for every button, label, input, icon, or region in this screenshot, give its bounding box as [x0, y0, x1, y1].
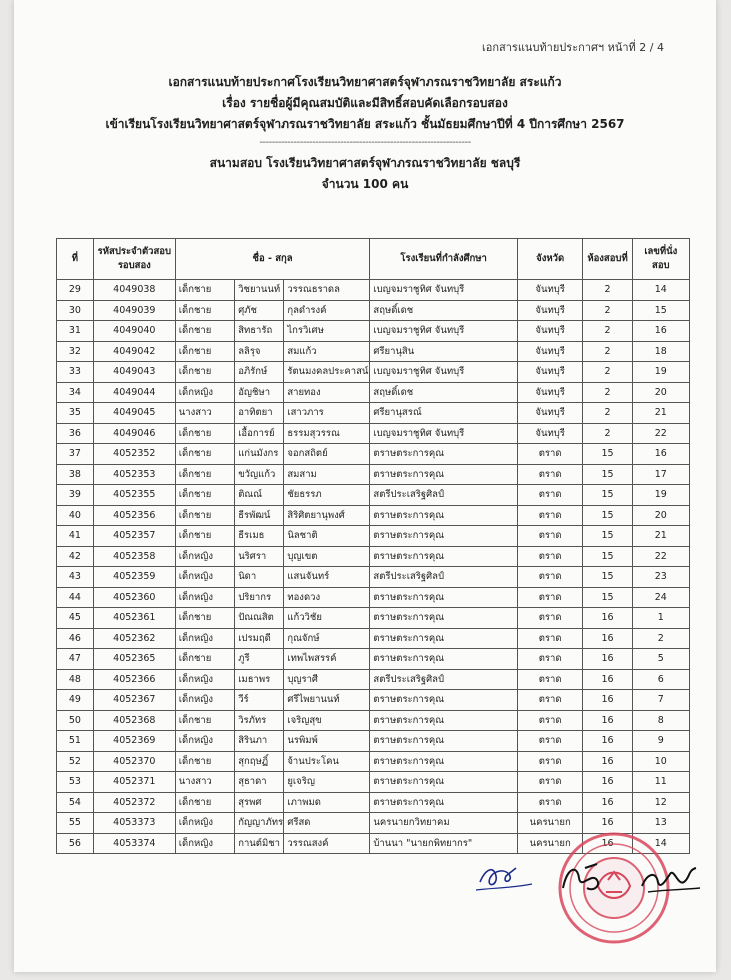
row-province: ตราด — [517, 751, 583, 772]
row-province: จันทบุรี — [517, 341, 583, 362]
table-row — [57, 280, 690, 301]
row-seat: 11 — [632, 772, 689, 793]
row-school: เบญจมราชูทิศ จันทบุรี — [370, 280, 517, 301]
row-seat: 21 — [632, 526, 689, 547]
row-school: ตราษตระการคุณ — [370, 546, 517, 567]
row-seat: 21 — [632, 403, 689, 424]
row-no: 31 — [57, 321, 94, 342]
row-title: เด็กชาย — [175, 710, 234, 731]
row-first-name: กัญญาภัทร — [235, 813, 284, 834]
row-last-name: ศรีไพยานนท์ — [284, 690, 370, 711]
row-first-name: กานต์มิชา — [235, 833, 284, 854]
row-school: ศรียานุสรณ์ — [370, 403, 517, 424]
table-header-row — [57, 239, 690, 280]
row-last-name: กุลดำรงค์ — [284, 300, 370, 321]
row-room: 2 — [583, 280, 632, 301]
row-first-name: ธีรเมธ — [235, 526, 284, 547]
row-first-name: อภิรักษ์ — [235, 362, 284, 383]
row-province: ตราด — [517, 690, 583, 711]
row-no: 46 — [57, 628, 94, 649]
row-province: ตราด — [517, 526, 583, 547]
row-code: 4052359 — [93, 567, 175, 588]
row-room: 2 — [583, 321, 632, 342]
row-school: ตราษตระการคุณ — [370, 792, 517, 813]
table-row — [57, 464, 690, 485]
row-province: จันทบุรี — [517, 300, 583, 321]
row-no: 48 — [57, 669, 94, 690]
row-seat: 5 — [632, 649, 689, 670]
row-school: ตราษตระการคุณ — [370, 731, 517, 752]
row-last-name: บุญราศี — [284, 669, 370, 690]
row-province: ตราด — [517, 505, 583, 526]
row-code: 4052360 — [93, 587, 175, 608]
row-last-name: แสนจันทร์ — [284, 567, 370, 588]
row-province: ตราด — [517, 731, 583, 752]
row-code: 4049043 — [93, 362, 175, 383]
header-divider: -------------------------------------------------------------------- — [259, 137, 471, 148]
row-title: เด็กชาย — [175, 485, 234, 506]
row-seat: 24 — [632, 587, 689, 608]
row-school: เบญจมราชูทิศ จันทบุรี — [370, 362, 517, 383]
header-subject: เรื่อง รายชื่อผู้มีคุณสมบัติและมีสิทธิ์สอบคัดเลือกรอบสอง — [222, 96, 508, 110]
row-no: 39 — [57, 485, 94, 506]
row-province: ตราด — [517, 464, 583, 485]
table-row — [57, 485, 690, 506]
row-no: 42 — [57, 546, 94, 567]
table-row — [57, 731, 690, 752]
row-first-name: สิรินภา — [235, 731, 284, 752]
row-title: เด็กหญิง — [175, 669, 234, 690]
row-last-name: แก้ววิชัย — [284, 608, 370, 629]
row-last-name: สายทอง — [284, 382, 370, 403]
row-seat: 20 — [632, 382, 689, 403]
row-room: 2 — [583, 423, 632, 444]
row-title: เด็กชาย — [175, 321, 234, 342]
table-row — [57, 444, 690, 465]
row-seat: 13 — [632, 813, 689, 834]
table-row — [57, 669, 690, 690]
row-province: นครนายก — [517, 813, 583, 834]
row-first-name: ปัณณสิต — [235, 608, 284, 629]
row-room: 15 — [583, 526, 632, 547]
table-row — [57, 690, 690, 711]
row-school: สตรีประเสริฐศิลป์ — [370, 567, 517, 588]
row-school: ตราษตระการคุณ — [370, 587, 517, 608]
row-code: 4052365 — [93, 649, 175, 670]
row-seat: 15 — [632, 300, 689, 321]
row-no: 40 — [57, 505, 94, 526]
row-no: 55 — [57, 813, 94, 834]
row-room: 16 — [583, 649, 632, 670]
header-name: ชื่อ - สกุล — [175, 239, 370, 280]
row-code: 4052353 — [93, 464, 175, 485]
row-province: จันทบุรี — [517, 382, 583, 403]
row-first-name: ขวัญแก้ว — [235, 464, 284, 485]
row-no: 29 — [57, 280, 94, 301]
row-province: ตราด — [517, 772, 583, 793]
row-title: เด็กชาย — [175, 444, 234, 465]
row-code: 4052367 — [93, 690, 175, 711]
row-title: เด็กชาย — [175, 362, 234, 383]
row-code: 4052357 — [93, 526, 175, 547]
row-no: 36 — [57, 423, 94, 444]
row-no: 33 — [57, 362, 94, 383]
row-last-name: นรพิมพ์ — [284, 731, 370, 752]
row-code: 4052368 — [93, 710, 175, 731]
row-first-name: ลลิรุจ — [235, 341, 284, 362]
row-first-name: อาทิตยา — [235, 403, 284, 424]
row-no: 38 — [57, 464, 94, 485]
row-school: ตราษตระการคุณ — [370, 649, 517, 670]
row-school: ตราษตระการคุณ — [370, 751, 517, 772]
row-title: เด็กหญิง — [175, 587, 234, 608]
row-room: 16 — [583, 792, 632, 813]
candidate-table — [56, 238, 690, 854]
row-school: ตราษตระการคุณ — [370, 690, 517, 711]
document-page — [14, 0, 716, 972]
row-province: จันทบุรี — [517, 362, 583, 383]
row-province: ตราด — [517, 710, 583, 731]
row-last-name: สิริศิตยานุพงศ์ — [284, 505, 370, 526]
row-no: 47 — [57, 649, 94, 670]
row-last-name: วรรณสงค์ — [284, 833, 370, 854]
row-seat: 22 — [632, 546, 689, 567]
row-room: 16 — [583, 628, 632, 649]
row-first-name: สิทธารัถ — [235, 321, 284, 342]
row-title: เด็กชาย — [175, 751, 234, 772]
row-seat: 20 — [632, 505, 689, 526]
row-code: 4053374 — [93, 833, 175, 854]
row-school: ตราษตระการคุณ — [370, 772, 517, 793]
row-province: ตราด — [517, 546, 583, 567]
row-province: ตราด — [517, 649, 583, 670]
row-seat: 10 — [632, 751, 689, 772]
row-last-name: เทพไพสรรค์ — [284, 649, 370, 670]
row-school: ตราษตระการคุณ — [370, 710, 517, 731]
row-first-name: ศุภัช — [235, 300, 284, 321]
row-last-name: เภาพมด — [284, 792, 370, 813]
row-school: ตราษตระการคุณ — [370, 505, 517, 526]
row-no: 43 — [57, 567, 94, 588]
table-row — [57, 649, 690, 670]
row-room: 16 — [583, 731, 632, 752]
row-province: ตราด — [517, 608, 583, 629]
table-row — [57, 300, 690, 321]
row-no: 56 — [57, 833, 94, 854]
row-last-name: รัตนมงคลประคาสน์ — [284, 362, 370, 383]
row-code: 4052355 — [93, 485, 175, 506]
row-room: 15 — [583, 485, 632, 506]
row-room: 2 — [583, 403, 632, 424]
table-row — [57, 423, 690, 444]
signature-1 — [472, 858, 542, 898]
row-last-name: จอกสถิตย์ — [284, 444, 370, 465]
row-first-name: สุธาดา — [235, 772, 284, 793]
row-school: ตราษตระการคุณ — [370, 444, 517, 465]
row-seat: 22 — [632, 423, 689, 444]
row-title: เด็กหญิง — [175, 546, 234, 567]
row-code: 4052370 — [93, 751, 175, 772]
table-row — [57, 608, 690, 629]
row-title: เด็กชาย — [175, 608, 234, 629]
header-province: จังหวัด — [517, 239, 583, 280]
page-label: เอกสารแนบท้ายประกาศฯ หน้าที่ 2 / 4 — [482, 41, 664, 54]
row-room: 15 — [583, 567, 632, 588]
row-title: เด็กชาย — [175, 792, 234, 813]
row-school: ตราษตระการคุณ — [370, 464, 517, 485]
row-no: 51 — [57, 731, 94, 752]
row-code: 4052356 — [93, 505, 175, 526]
row-school: สฤษดิ์เดช — [370, 382, 517, 403]
row-school: สฤษดิ์เดช — [370, 300, 517, 321]
row-school: บ้านนา "นายกพิทยากร" — [370, 833, 517, 854]
row-seat: 19 — [632, 362, 689, 383]
row-code: 4052358 — [93, 546, 175, 567]
header-admission: เข้าเรียนโรงเรียนวิทยาศาสตร์จุฬาภรณราชวิทยาลัย สระแก้ว ชั้นมัธยมศึกษาปีที่ 4 ปีการศึกษา 2567 — [105, 117, 625, 131]
row-room: 16 — [583, 710, 632, 731]
row-code: 4052361 — [93, 608, 175, 629]
row-first-name: วิชยานนท์ — [235, 280, 284, 301]
row-title: เด็กชาย — [175, 300, 234, 321]
row-last-name: สมสาม — [284, 464, 370, 485]
header-room: ห้องสอบที่ — [583, 239, 632, 280]
row-province: ตราด — [517, 669, 583, 690]
header-title: เอกสารแนบท้ายประกาศโรงเรียนวิทยาศาสตร์จุฬาภรณราชวิทยาลัย สระแก้ว — [168, 75, 562, 89]
row-seat: 14 — [632, 280, 689, 301]
row-last-name: กุณจักษ์ — [284, 628, 370, 649]
row-seat: 9 — [632, 731, 689, 752]
row-first-name: เมธาพร — [235, 669, 284, 690]
header-no: ที่ — [57, 239, 94, 280]
table-row — [57, 362, 690, 383]
row-title: เด็กหญิง — [175, 567, 234, 588]
row-title: เด็กหญิง — [175, 833, 234, 854]
table-row — [57, 382, 690, 403]
row-seat: 23 — [632, 567, 689, 588]
row-last-name: วรรณธราดล — [284, 280, 370, 301]
row-province: นครนายก — [517, 833, 583, 854]
row-title: เด็กชาย — [175, 280, 234, 301]
row-last-name: เสาวภาร — [284, 403, 370, 424]
row-province: จันทบุรี — [517, 423, 583, 444]
table-row — [57, 526, 690, 547]
row-last-name: ศรีสด — [284, 813, 370, 834]
row-no: 32 — [57, 341, 94, 362]
table-row — [57, 321, 690, 342]
table-row — [57, 567, 690, 588]
row-no: 49 — [57, 690, 94, 711]
row-code: 4049044 — [93, 382, 175, 403]
row-seat: 2 — [632, 628, 689, 649]
table-row — [57, 751, 690, 772]
row-room: 2 — [583, 341, 632, 362]
row-room: 15 — [583, 464, 632, 485]
table-row — [57, 546, 690, 567]
row-last-name: นิลชาติ — [284, 526, 370, 547]
row-room: 16 — [583, 772, 632, 793]
row-code: 4052352 — [93, 444, 175, 465]
table-row — [57, 792, 690, 813]
row-first-name: นริศรา — [235, 546, 284, 567]
row-first-name: ธีรพัฒน์ — [235, 505, 284, 526]
table-row — [57, 341, 690, 362]
row-room: 2 — [583, 300, 632, 321]
row-code: 4052362 — [93, 628, 175, 649]
table-row — [57, 403, 690, 424]
row-room: 15 — [583, 546, 632, 567]
row-no: 45 — [57, 608, 94, 629]
row-first-name: เอื้อการย์ — [235, 423, 284, 444]
row-seat: 18 — [632, 341, 689, 362]
row-no: 50 — [57, 710, 94, 731]
header-venue: สนามสอบ โรงเรียนวิทยาศาสตร์จุฬาภรณราชวิทยาลัย ชลบุรี — [209, 156, 521, 170]
row-seat: 16 — [632, 321, 689, 342]
row-room: 2 — [583, 362, 632, 383]
row-school: นครนายกวิทยาคม — [370, 813, 517, 834]
row-last-name: ธรรมสุวรรณ — [284, 423, 370, 444]
row-province: จันทบุรี — [517, 403, 583, 424]
row-no: 37 — [57, 444, 94, 465]
row-seat: 1 — [632, 608, 689, 629]
row-school: ตราษตระการคุณ — [370, 526, 517, 547]
row-first-name: แก่นมังกร — [235, 444, 284, 465]
row-title: เด็กหญิง — [175, 382, 234, 403]
row-title: นางสาว — [175, 403, 234, 424]
row-code: 4052371 — [93, 772, 175, 793]
row-last-name: จ้านประโคน — [284, 751, 370, 772]
row-province: จันทบุรี — [517, 280, 583, 301]
table-row — [57, 628, 690, 649]
row-no: 44 — [57, 587, 94, 608]
header-count: จำนวน 100 คน — [321, 177, 409, 191]
row-title: นางสาว — [175, 772, 234, 793]
row-first-name: สุกฤษฏิ์ — [235, 751, 284, 772]
row-province: ตราด — [517, 567, 583, 588]
row-last-name: ชัยธรรภ — [284, 485, 370, 506]
row-first-name: ภูรี — [235, 649, 284, 670]
row-room: 15 — [583, 505, 632, 526]
row-no: 30 — [57, 300, 94, 321]
row-school: เบญจมราชูทิศ จันทบุรี — [370, 423, 517, 444]
row-no: 54 — [57, 792, 94, 813]
row-code: 4052369 — [93, 731, 175, 752]
row-title: เด็กชาย — [175, 423, 234, 444]
row-seat: 8 — [632, 710, 689, 731]
row-title: เด็กชาย — [175, 505, 234, 526]
row-room: 16 — [583, 813, 632, 834]
row-seat: 6 — [632, 669, 689, 690]
row-code: 4049046 — [93, 423, 175, 444]
row-code: 4049039 — [93, 300, 175, 321]
row-title: เด็กหญิง — [175, 731, 234, 752]
row-title: เด็กชาย — [175, 649, 234, 670]
header-code: รหัสประจำตัวสอบ รอบสอง — [93, 239, 175, 280]
row-province: ตราด — [517, 628, 583, 649]
table-row — [57, 772, 690, 793]
row-last-name: ไกรวิเศษ — [284, 321, 370, 342]
row-last-name: สมแก้ว — [284, 341, 370, 362]
row-no: 35 — [57, 403, 94, 424]
row-first-name: วีร์ — [235, 690, 284, 711]
row-first-name: วิรภัทร — [235, 710, 284, 731]
row-title: เด็กหญิง — [175, 628, 234, 649]
row-province: ตราด — [517, 587, 583, 608]
table-row — [57, 587, 690, 608]
table-row — [57, 505, 690, 526]
row-no: 52 — [57, 751, 94, 772]
row-title: เด็กชาย — [175, 341, 234, 362]
row-code: 4049038 — [93, 280, 175, 301]
row-title: เด็กหญิง — [175, 813, 234, 834]
row-room: 16 — [583, 608, 632, 629]
row-school: ตราษตระการคุณ — [370, 628, 517, 649]
row-school: สตรีประเสริฐศิลป์ — [370, 669, 517, 690]
row-province: จันทบุรี — [517, 321, 583, 342]
table-row — [57, 710, 690, 731]
row-room: 16 — [583, 833, 632, 854]
row-province: ตราด — [517, 444, 583, 465]
row-last-name: ทองดวง — [284, 587, 370, 608]
row-school: เบญจมราชูทิศ จันทบุรี — [370, 321, 517, 342]
header-seat: เลขที่นั่งสอบ — [632, 239, 689, 280]
row-code: 4049040 — [93, 321, 175, 342]
row-code: 4053373 — [93, 813, 175, 834]
row-room: 16 — [583, 690, 632, 711]
row-seat: 17 — [632, 464, 689, 485]
row-no: 34 — [57, 382, 94, 403]
row-title: เด็กชาย — [175, 526, 234, 547]
row-title: เด็กชาย — [175, 464, 234, 485]
signature-2 — [557, 858, 627, 902]
row-last-name: เจริญสุข — [284, 710, 370, 731]
row-first-name: สุรพศ — [235, 792, 284, 813]
row-room: 16 — [583, 669, 632, 690]
row-code: 4052372 — [93, 792, 175, 813]
row-room: 15 — [583, 444, 632, 465]
row-school: ศรียานุสิน — [370, 341, 517, 362]
row-last-name: ยูเจริญ — [284, 772, 370, 793]
row-school: ตราษตระการคุณ — [370, 608, 517, 629]
row-last-name: บุญเขต — [284, 546, 370, 567]
row-first-name: ติณณ์ — [235, 485, 284, 506]
row-seat: 16 — [632, 444, 689, 465]
header-school: โรงเรียนที่กำลังศึกษา — [370, 239, 517, 280]
row-first-name: เปรมฤดี — [235, 628, 284, 649]
row-province: ตราด — [517, 485, 583, 506]
row-first-name: นิดา — [235, 567, 284, 588]
row-room: 16 — [583, 751, 632, 772]
row-no: 53 — [57, 772, 94, 793]
row-province: ตราด — [517, 792, 583, 813]
row-first-name: อัญชิษา — [235, 382, 284, 403]
row-code: 4052366 — [93, 669, 175, 690]
document-header — [14, 72, 716, 195]
row-room: 15 — [583, 587, 632, 608]
row-title: เด็กหญิง — [175, 690, 234, 711]
row-room: 2 — [583, 382, 632, 403]
row-seat: 7 — [632, 690, 689, 711]
row-school: สตรีประเสริฐศิลป์ — [370, 485, 517, 506]
row-first-name: ปริยากร — [235, 587, 284, 608]
row-code: 4049042 — [93, 341, 175, 362]
row-seat: 12 — [632, 792, 689, 813]
row-no: 41 — [57, 526, 94, 547]
row-seat: 14 — [632, 833, 689, 854]
row-code: 4049045 — [93, 403, 175, 424]
row-seat: 19 — [632, 485, 689, 506]
signature-3 — [638, 860, 708, 900]
